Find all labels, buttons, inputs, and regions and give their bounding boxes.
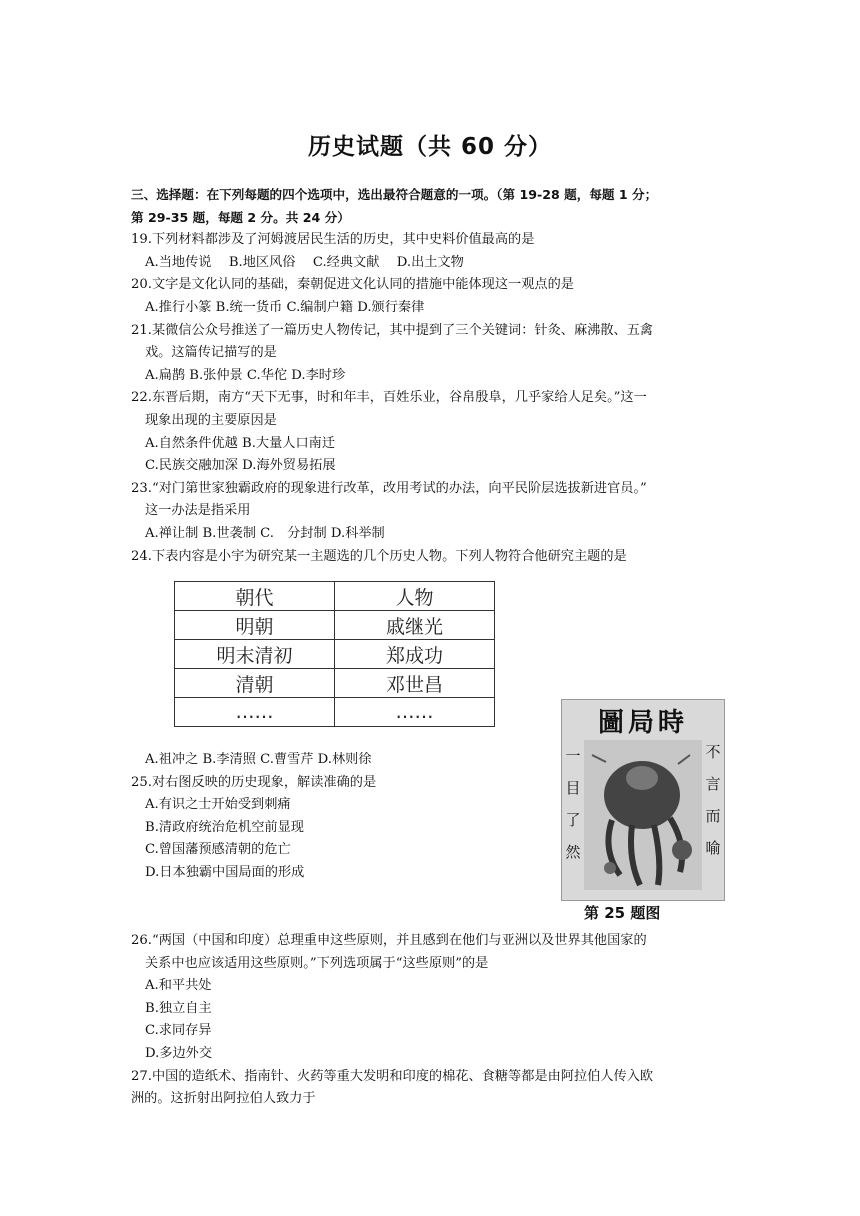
q23-stem: 23.“对门第世家独霸政府的现象进行改革，改用考试的办法，向平民阶层选拔新进官员。” [131, 480, 647, 496]
q24-table [174, 581, 495, 727]
page-title: 历史试题（共 60 分） [307, 134, 553, 160]
q25-option-d: D.日本独霸中国局面的形成 [145, 864, 305, 880]
figure-char: 了 [565, 811, 581, 829]
q26-option-a: A.和平共处 [145, 978, 212, 994]
cartoon-illustration [562, 700, 724, 900]
figure-char: 目 [565, 779, 581, 797]
section-heading: 三、选择题：在下列每题的四个选项中，选出最符合题意的一项。（第 19-28 题，每题 1 分； [131, 187, 658, 202]
q26-option-c: C.求同存异 [145, 1023, 212, 1039]
q22-options-2: C.民族交融加深 D.海外贸易拓展 [145, 458, 336, 474]
table-cell: 明朝 [175, 611, 335, 640]
q27-stem-cont: 洲的。这折射出阿拉伯人致力于 [131, 1091, 316, 1107]
q20-stem: 20.文字是文化认同的基础，秦朝促进文化认同的措施中能体现这一观点的是 [131, 277, 574, 293]
q23-options: A.禅让制 B.世袭制 C. 分封制 D.科举制 [145, 525, 385, 541]
table-row [175, 611, 495, 640]
table-cell: 朝代 [175, 582, 335, 611]
table-row [175, 698, 495, 727]
table-cell: 明末清初 [175, 640, 335, 669]
q24-table-wrapper [174, 581, 495, 727]
q25-stem: 25.对右图反映的历史现象，解读准确的是 [131, 774, 377, 790]
figure-char: 喻 [705, 839, 721, 857]
figure-caption: 第 25 题图 [584, 904, 661, 922]
section-heading-cont: 第 29-35 题，每题 2 分。共 24 分） [131, 209, 350, 225]
questions-upper [131, 184, 736, 568]
questions-middle [131, 749, 551, 885]
q26-option-b: B.独立自主 [145, 1000, 212, 1016]
q22-options-1: A.自然条件优越 B.大量人口南迁 [145, 435, 336, 451]
table-row [175, 640, 495, 669]
q23-stem-cont: 这一办法是指采用 [145, 503, 251, 519]
q26-option-d: D.多边外交 [145, 1045, 213, 1061]
table-cell: …… [335, 698, 495, 727]
q26-stem-cont: 关系中也应该适用这些原则。”下列选项属于“这些原则”的是 [145, 955, 489, 971]
table-cell: 邓世昌 [335, 669, 495, 698]
q21-options: A.扁鹊 B.张仲景 C.华佗 D.李时珍 [145, 367, 346, 383]
table-row [175, 582, 495, 611]
figure-char: 言 [705, 775, 721, 793]
q25-option-c: C.曾国藩预感清朝的危亡 [145, 842, 291, 858]
q21-stem: 21.某微信公众号推送了一篇历史人物传记，其中提到了三个关键词：针灸、麻沸散、五禽 [131, 322, 654, 338]
q21-stem-cont: 戏。这篇传记描写的是 [145, 345, 277, 361]
q27-stem: 27.中国的造纸术、指南针、火药等重大发明和印度的棉花、食糖等都是由阿拉伯人传入欧 [131, 1068, 654, 1084]
table-cell: …… [175, 698, 335, 727]
q22-stem-cont: 现象出现的主要原因是 [145, 412, 277, 428]
table-cell: 人物 [335, 582, 495, 611]
q24-options: A.祖冲之 B.李清照 C.曹雪芹 D.林则徐 [145, 752, 372, 767]
q25-option-b: B.清政府统治危机空前显现 [145, 819, 304, 835]
table-cell: 戚继光 [335, 611, 495, 640]
q19-options: A.当地传说 B.地区风俗 C.经典文献 D.出土文物 [145, 254, 464, 270]
questions-lower [131, 930, 736, 1111]
q24-stem: 24.下表内容是小宇为研究某一主题选的几个历史人物。下列人物符合他研究主题的是 [131, 548, 627, 564]
figure-char: 然 [565, 843, 581, 861]
table-cell: 清朝 [175, 669, 335, 698]
table-cell: 郑成功 [335, 640, 495, 669]
figure-char: 一 [565, 747, 581, 765]
q20-options: A.推行小篆 B.统一货币 C.编制户籍 D.颁行秦律 [145, 299, 425, 315]
q22-stem: 22.东晋后期，南方“天下无事，时和年丰，百姓乐业，谷帛殷阜，几乎家给人足矣。”这一 [131, 390, 647, 406]
figure-char: 不 [705, 743, 721, 761]
q26-stem: 26.“两国（中国和印度）总理重申这些原则，并且感到在他们与亚洲以及世界其他国家的 [131, 933, 647, 948]
table-row [175, 669, 495, 698]
figure-char: 而 [705, 807, 721, 825]
q19-stem: 19.下列材料都涉及了河姆渡居民生活的历史，其中史料价值最高的是 [131, 232, 535, 248]
q25-option-a: A.有识之士开始受到刺痛 [145, 797, 291, 813]
figure-title: 圖局時 [597, 708, 688, 738]
q25-cartoon-figure [561, 699, 725, 901]
